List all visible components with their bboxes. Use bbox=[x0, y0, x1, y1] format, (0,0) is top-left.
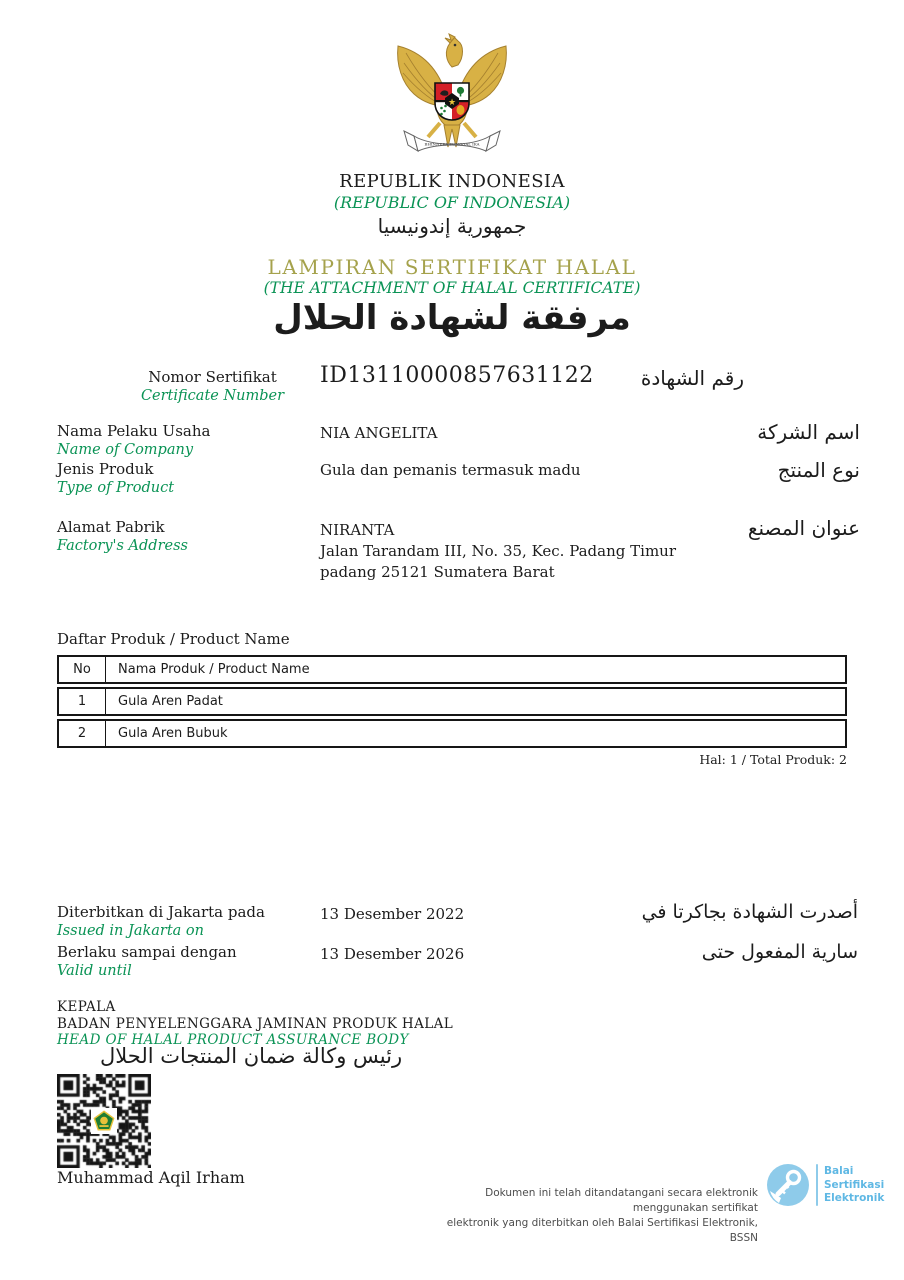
company-name-label-id: Nama Pelaku Usaha bbox=[57, 422, 211, 440]
row-number: 1 bbox=[59, 689, 106, 714]
bse-logo-text bbox=[824, 1165, 884, 1206]
product-table bbox=[57, 655, 847, 751]
signatory-title-ar: رئيس وكالة ضمان المنتجات الحلال bbox=[100, 1044, 403, 1068]
bse-logo-line-2: Sertifikasi bbox=[824, 1178, 885, 1191]
bse-key-icon bbox=[766, 1163, 810, 1211]
signatory-title-block bbox=[57, 999, 453, 1049]
valid-until-label bbox=[57, 943, 237, 980]
factory-city-line: padang 25121 Sumatera Barat bbox=[320, 563, 555, 581]
signatory-title-en: HEAD OF HALAL PRODUCT ASSURANCE BODY bbox=[57, 1032, 409, 1048]
factory-address-label-ar: عنوان المصنع bbox=[747, 516, 860, 540]
bse-logo-line-3: Elektronik bbox=[824, 1192, 885, 1204]
product-type-value: Gula dan pemanis termasuk madu bbox=[320, 461, 581, 479]
row-product-name: Gula Aren Bubuk bbox=[118, 726, 228, 741]
factory-name-line: NIRANTA bbox=[320, 521, 395, 539]
company-name-value: NIA ANGELITA bbox=[320, 424, 438, 442]
certificate-number-label-id: Nomor Sertifikat bbox=[148, 368, 277, 386]
issued-date-value: 13 Desember 2022 bbox=[320, 905, 465, 923]
issued-date-label-en: Issued in Jakarta on bbox=[57, 923, 204, 939]
certificate-number-label-en: Certificate Number bbox=[140, 388, 285, 404]
valid-until-label-ar: سارية المفعول حتى bbox=[701, 941, 858, 963]
row-product-name: Gula Aren Padat bbox=[118, 694, 223, 709]
issued-date-label-ar: أصدرت الشهادة بجاكرتا في bbox=[641, 901, 858, 923]
country-title-ar: جمهورية إندونيسيا bbox=[377, 214, 527, 238]
issued-date-label-id: Diterbitkan di Jakarta pada bbox=[57, 903, 265, 921]
product-type-label bbox=[57, 460, 174, 497]
issued-date-label bbox=[57, 903, 265, 940]
factory-address-value bbox=[320, 520, 676, 583]
company-name-label-ar: اسم الشركة bbox=[757, 420, 860, 444]
signatory-title-agency: BADAN PENYELENGGARA JAMINAN PRODUK HALAL bbox=[57, 1015, 454, 1032]
bse-logo-divider bbox=[816, 1164, 818, 1206]
emblem-motto: BHINNEKA TUNGGAL IKA bbox=[424, 141, 480, 147]
column-header-product-name: Nama Produk / Product Name bbox=[118, 662, 310, 677]
balai-sertifikasi-elektronik-logo bbox=[766, 1160, 896, 1212]
factory-address-label-en: Factory's Address bbox=[57, 538, 188, 554]
document-title-ar: مرفقة لشهادة الحلال bbox=[273, 298, 631, 338]
valid-until-label-en: Valid until bbox=[57, 963, 132, 979]
document-title-id: LAMPIRAN SERTIFIKAT HALAL bbox=[267, 255, 637, 279]
product-type-label-en: Type of Product bbox=[57, 480, 175, 496]
table-row bbox=[57, 687, 847, 716]
disclaimer-line-1: Dokumen ini telah ditandatangani secara elektronik menggunakan sertifikat bbox=[485, 1187, 758, 1214]
factory-address-label-id: Alamat Pabrik bbox=[57, 518, 165, 536]
factory-address-label bbox=[57, 518, 188, 555]
row-number: 2 bbox=[59, 721, 106, 746]
product-list-title: Daftar Produk / Product Name bbox=[57, 630, 290, 648]
company-name-label-en: Name of Company bbox=[57, 442, 194, 458]
factory-street-line: Jalan Tarandam III, No. 35, Kec. Padang Timur bbox=[320, 542, 676, 560]
electronic-signature-disclaimer bbox=[418, 1186, 758, 1246]
certificate-number-label-ar: رقم الشهادة bbox=[640, 366, 744, 390]
signatory-title-kepala: KEPALA bbox=[57, 999, 116, 1015]
certificate-number-label bbox=[90, 368, 335, 405]
valid-until-label-id: Berlaku sampai dengan bbox=[57, 943, 237, 961]
certificate-number-value: ID13110000857631122 bbox=[320, 363, 594, 388]
signature-qr-code bbox=[57, 1074, 151, 1168]
signatory-name: Muhammad Aqil Irham bbox=[57, 1168, 245, 1187]
table-header-row bbox=[57, 655, 847, 684]
company-name-label bbox=[57, 422, 210, 459]
svg-text:★: ★ bbox=[447, 98, 457, 108]
document-title-en: (THE ATTACHMENT OF HALAL CERTIFICATE) bbox=[263, 279, 641, 297]
table-row bbox=[57, 719, 847, 748]
disclaimer-line-2: elektronik yang diterbitkan oleh Balai Sertifikasi Elektronik, BSSN bbox=[446, 1217, 758, 1244]
bse-logo-line-1: Balai bbox=[824, 1165, 854, 1177]
garuda-pancasila-icon bbox=[391, 33, 513, 165]
country-title-en: (REPUBLIC OF INDONESIA) bbox=[333, 193, 571, 212]
valid-until-value: 13 Desember 2026 bbox=[320, 945, 465, 963]
column-header-no: No bbox=[59, 657, 106, 682]
product-type-label-id: Jenis Produk bbox=[57, 460, 154, 478]
kemenag-logo-icon bbox=[91, 1108, 117, 1134]
page-total-indicator: Hal: 1 / Total Produk: 2 bbox=[699, 752, 847, 767]
country-title-id: REPUBLIK INDONESIA bbox=[339, 171, 565, 192]
product-type-label-ar: نوع المنتج bbox=[777, 458, 860, 482]
